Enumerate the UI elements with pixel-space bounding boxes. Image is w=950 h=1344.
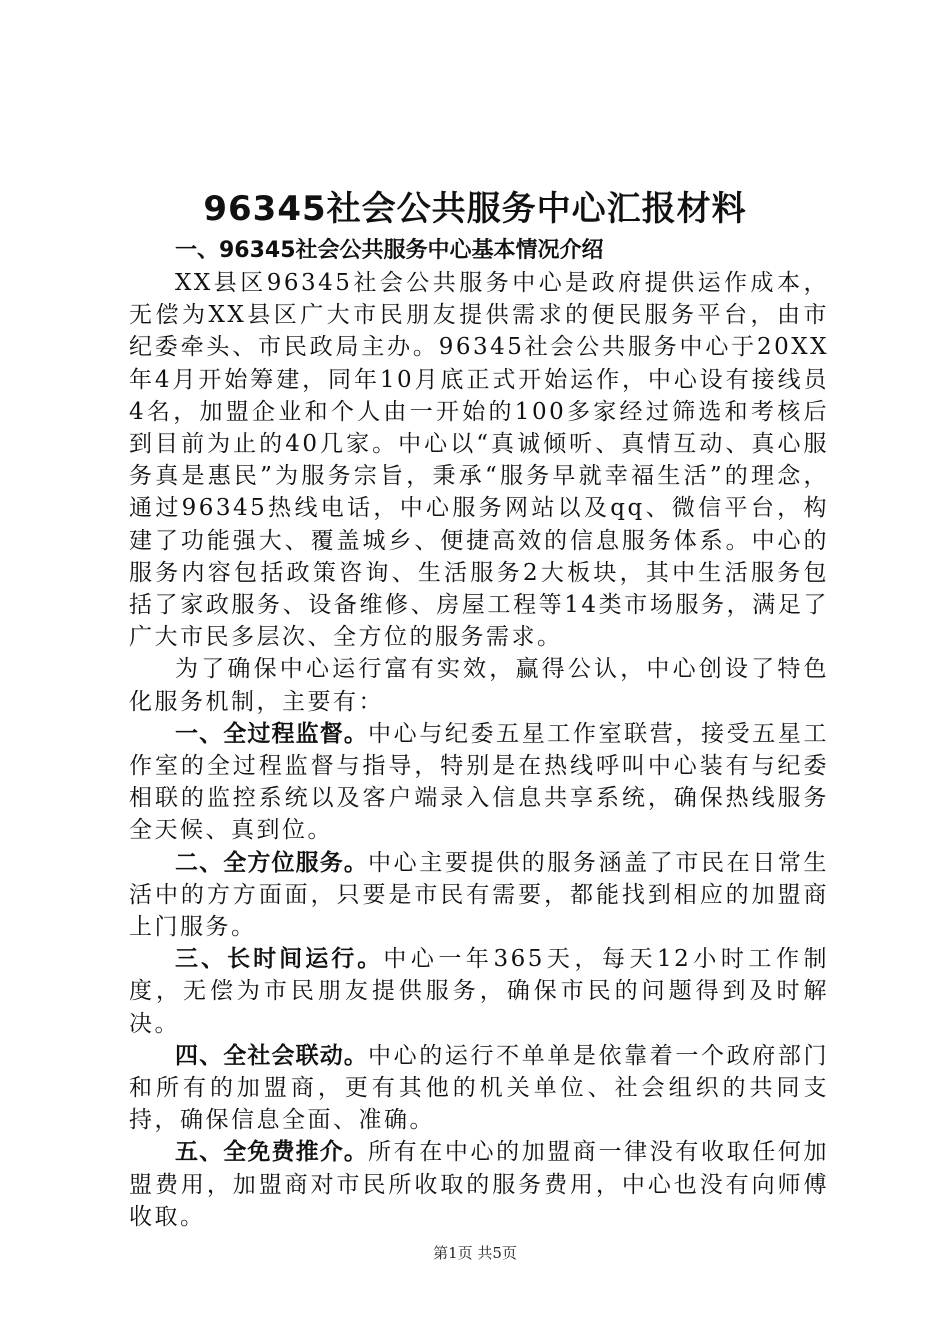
mechanism-lead-2: 二、全方位服务。 — [175, 849, 368, 876]
section-heading: 一、96345社会公共服务中心基本情况介绍 — [175, 238, 604, 263]
mechanism-text-2: 中心主要提供的服务涵盖了市民在日常生活中的方方面面，只要是市民有需要，都能找到相应的加盟商上门服务。 — [129, 849, 830, 941]
mechanism-paragraph-3 — [129, 943, 829, 1040]
mechanism-paragraph-1 — [129, 718, 829, 847]
page-footer: 第1页 共5页 — [433, 1244, 517, 1262]
intro-paragraph: XX县区96345社会公共服务中心是政府提供运作成本，无偿为XX县区广大市民朋友提供需求的便民服务平台，由市纪委牵头、市民政局主办。96345社会公共服务中心于20XX年4月开始筹建，同年10月底正式开始运作，中心设有接线员4名，加盟企业和个人由一开始的100多家经过筛选和考核后到目前为止的40几家。中心以“真诚倾听、真情互动、真心服务真是惠民”为服务宗旨，秉承“服务早就幸福生活”的理念，通过96345热线电话，中心服务网站以及qq、微信平台，构建了功能强大、覆盖城乡、便捷高效的信息服务体系。中心的服务内容包括政策咨询、生活服务2大板块，其中生活服务包括了家政服务、设备维修、房屋工程等14类市场服务，满足了广大市民多层次、全方位的服务需求。 — [129, 270, 829, 651]
mechanism-text-5: 所有在中心的加盟商一律没有收取任何加盟费用，加盟商对市民所收取的服务费用，中心也没有向师傅收取。 — [129, 1139, 830, 1230]
mechanism-lead-1: 一、全过程监督。 — [175, 720, 368, 747]
document-title: 96345社会公共服务中心汇报材料 — [203, 189, 747, 229]
mechanism-paragraph-5 — [129, 1136, 829, 1233]
mechanism-paragraph-2 — [129, 847, 829, 944]
mechanism-text-4: 中心的运行不单单是依靠着一个政府部门和所有的加盟商，更有其他的机关单位、社会组织的共同支持，确保信息全面、准确。 — [129, 1042, 830, 1134]
mechanism-text-3: 中心一年365天，每天12小时工作制度，无偿为市民朋友提供服务，确保市民的问题得到及时解决。 — [129, 946, 830, 1037]
document-body — [129, 235, 829, 1233]
mechanism-lead-4: 四、全社会联动。 — [175, 1042, 368, 1069]
mechanism-lead-5: 五、全免费推介。 — [175, 1139, 368, 1166]
mechanism-text-1: 中心与纪委五星工作室联营，接受五星工作室的全过程监督与指导，特别是在热线呼叫中心装有与纪委相联的监控系统以及客户端录入信息共享系统，确保热线服务全天候、真到位。 — [129, 720, 830, 844]
mechanism-intro-paragraph: 为了确保中心运行富有实效，赢得公认，中心创设了特色化服务机制，主要有： — [129, 656, 829, 715]
mechanism-paragraph-4 — [129, 1040, 829, 1137]
mechanism-lead-3: 三、长时间运行。 — [175, 946, 384, 973]
